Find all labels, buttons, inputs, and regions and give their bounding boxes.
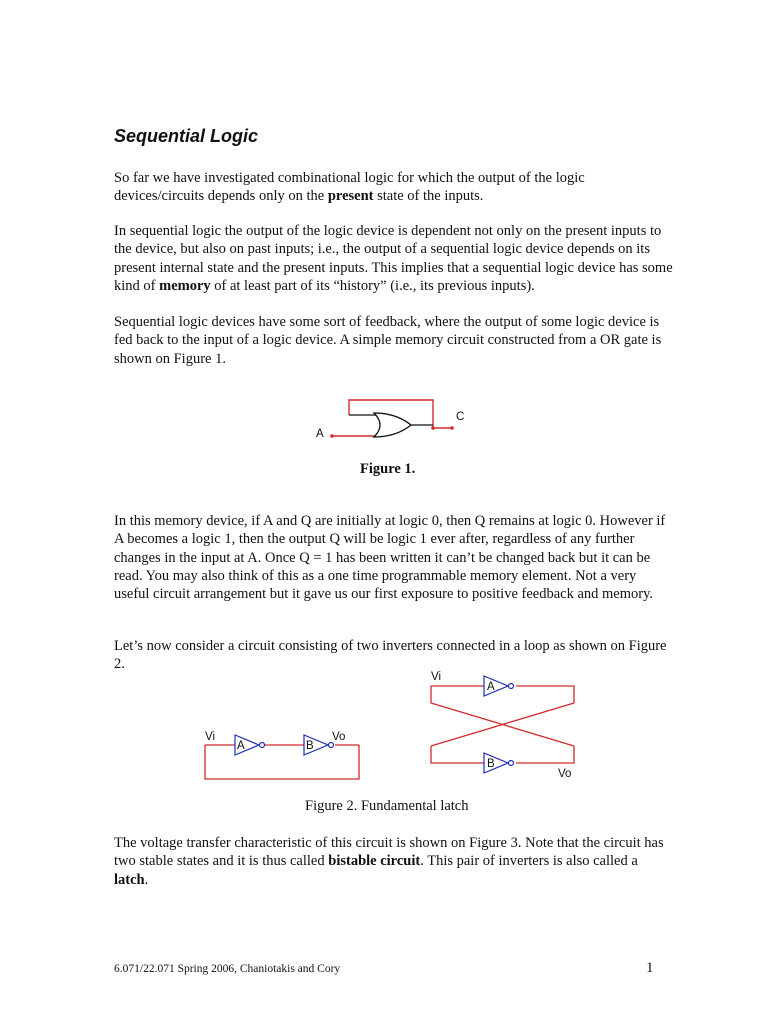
- label-vo: Vo: [332, 731, 346, 743]
- label-vo: Vo: [558, 768, 572, 780]
- paragraph-intro: [114, 169, 674, 206]
- paragraph-bistable-text-2: . This pair of inverters is also called a: [420, 853, 638, 870]
- figure-2-left-inverter-loop: [195, 724, 375, 784]
- label-vi: Vi: [431, 671, 442, 683]
- inverter-b-bubble: [329, 743, 334, 748]
- bottom-left-wire: [431, 746, 484, 763]
- paragraph-sequential: [114, 222, 674, 295]
- bottom-right-wire: [516, 746, 574, 763]
- figure-2-right-cross-coupled-inverters: [420, 665, 590, 785]
- paragraph-inverters: Let’s now consider a circuit consisting of two inverters connected in a loop as shown on Figure 2.: [114, 638, 667, 673]
- paragraph-bistable-text-3: .: [144, 871, 149, 888]
- inverter-a-bubble: [509, 684, 514, 689]
- page-number: 1: [646, 960, 654, 976]
- paragraph-sequential-text-2: of at least part of its “history” (i.e., its previous inputs).: [210, 277, 535, 294]
- inverter-b-label: B: [306, 740, 314, 752]
- paragraph-bistable: [114, 834, 674, 889]
- paragraph-feedback: Sequential logic devices have some sort of feedback, where the output of some logic device is fed back to the input of a logic device. A simple memory circuit constructed from a OR gate is shown on Figure 1.: [114, 314, 662, 367]
- inverter-b-label: B: [487, 758, 495, 770]
- loop-wire: [205, 745, 359, 779]
- inverter-a-bubble: [260, 743, 265, 748]
- top-right-wire: [516, 686, 574, 703]
- paragraph-memory-device: In this memory device, if A and Q are initially at logic 0, then Q remains at logic 0. However if A becomes a logic 1, then the output Q will be logic 1 ever after, regardless of any further changes in the input at A. Once Q = 1 has been written it can’t be changed back but it can be read. You may also think of this as a one time programmable memory element. Not a very useful circuit arrangement but it gave us our first exposure to positive feedback and memory.: [114, 513, 666, 603]
- inverter-a-label: A: [237, 740, 245, 752]
- figure-2-caption: Figure 2. Fundamental latch: [305, 798, 469, 814]
- page-title: Sequential Logic: [114, 126, 259, 146]
- paragraph-sequential-text-1: In sequential logic the output of the logic device is dependent not only on the present inputs to the device, but also on past inputs; i.e., the output of a sequential logic device depends on its present internal state and the present inputs. This implies that a sequential logic device has some kind of: [114, 223, 673, 294]
- paragraph-bistable-emphasis-2: latch: [114, 871, 145, 888]
- paragraph-bistable-emphasis-1: bistable circuit: [328, 853, 421, 870]
- output-node-dot: [431, 426, 435, 430]
- top-left-wire: [431, 686, 484, 703]
- paragraph-bistable-text-1: The voltage transfer characteristic of this circuit is shown on Figure 3. Note that the circuit has two stable states and it is thus called: [114, 835, 664, 870]
- paragraph-sequential-emphasis: memory: [159, 277, 211, 294]
- paragraph-intro-text-1: So far we have investigated combinational logic for which the output of the logic devices/circuits depends only on the: [114, 170, 585, 205]
- or-gate-symbol: [374, 413, 411, 437]
- paragraph-intro-text-2: state of the inputs.: [373, 188, 484, 205]
- figure-1-caption: Figure 1.: [360, 461, 416, 477]
- paragraph-intro-emphasis: present: [327, 188, 374, 205]
- output-label-c: C: [456, 411, 465, 423]
- input-terminal-dot: [330, 434, 334, 438]
- figure-1-or-gate-circuit: [300, 392, 480, 452]
- inverter-a-label: A: [487, 681, 495, 693]
- input-label-a: A: [316, 428, 324, 440]
- inverter-b-bubble: [509, 761, 514, 766]
- output-terminal-dot: [450, 426, 454, 430]
- page-footer: 6.071/22.071 Spring 2006, Chaniotakis and Cory: [114, 963, 341, 975]
- label-vi: Vi: [205, 731, 216, 743]
